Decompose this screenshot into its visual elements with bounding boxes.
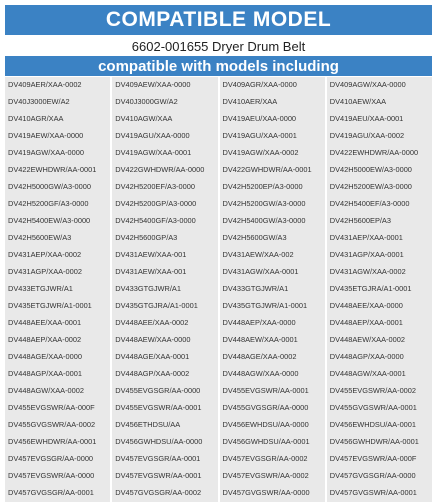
model-cell: DV410AER/XAA	[220, 94, 325, 111]
model-cell: DV456EWHDWR/AA-0001	[5, 434, 110, 451]
model-cell: DV42H5400EW/A3-0000	[5, 213, 110, 230]
model-cell: DV40J3000EW/A2	[5, 94, 110, 111]
model-cell: DV410AGW/XAA	[112, 111, 217, 128]
title-banner	[5, 5, 432, 35]
model-cell: DV448AGP/XAA-0001	[5, 366, 110, 383]
model-cell: DV42H5000EW/A3-0000	[327, 162, 432, 179]
model-cell: DV42H5600GW/A3	[220, 230, 325, 247]
model-cell: DV457EVGSWR/AA-000F	[327, 451, 432, 468]
model-cell: DV455EVGSGR/AA-0000	[112, 383, 217, 400]
model-cell: DV419AGW/XAA-0000	[5, 145, 110, 162]
model-cell: DV419AGW/XAA-0002	[220, 145, 325, 162]
model-cell: DV457EVGSGR/AA-0002	[220, 451, 325, 468]
model-cell: DV431AGW/XAA-0002	[327, 264, 432, 281]
model-cell: DV457GVGSWR/AA-0001	[327, 485, 432, 502]
model-cell: DV422EWHDWR/AA-0001	[5, 162, 110, 179]
model-cell: DV42H5400GW/A3-0000	[220, 213, 325, 230]
model-cell: DV448AEE/XAA-0002	[112, 315, 217, 332]
product-subtitle: 6602-001655 Dryer Drum Belt	[131, 39, 306, 54]
model-cell: DV431AEP/XAA-0001	[327, 230, 432, 247]
model-cell: DV419AGU/XAA-0002	[327, 128, 432, 145]
model-cell: DV448AEW/XAA-0002	[327, 332, 432, 349]
model-cell: DV422EWHDWR/AA-0000	[327, 145, 432, 162]
model-cell: DV40J3000GW/A2	[112, 94, 217, 111]
model-cell: DV409AGR/XAA-0000	[220, 77, 325, 94]
model-grid	[5, 77, 432, 502]
model-cell: DV448AEP/XAA-0001	[327, 315, 432, 332]
model-cell: DV455EVGSWR/AA-0002	[327, 383, 432, 400]
model-cell: DV42H5600EP/A3	[327, 213, 432, 230]
model-cell: DV419AEW/XAA-0000	[5, 128, 110, 145]
model-cell: DV457GVGSGR/AA-0002	[112, 485, 217, 502]
model-cell: DV419AGU/XAA-0000	[112, 128, 217, 145]
model-cell: DV409AEW/XAA-0000	[112, 77, 217, 94]
model-cell: DV42H5400EF/A3-0000	[327, 196, 432, 213]
model-cell: DV419AGU/XAA-0001	[220, 128, 325, 145]
model-cell: DV431AGP/XAA-0002	[5, 264, 110, 281]
model-cell: DV455GVGSWR/AA-0001	[327, 400, 432, 417]
model-cell: DV435GTGJWR/A1-0001	[220, 298, 325, 315]
model-cell: DV456GWHDSU/AA-0001	[220, 434, 325, 451]
model-cell: DV448AEE/XAA-0000	[327, 298, 432, 315]
model-cell: DV42H5200GP/A3-0000	[112, 196, 217, 213]
model-cell: DV455GVGSWR/AA-0002	[5, 417, 110, 434]
page-title: COMPATIBLE MODEL	[105, 8, 332, 31]
model-cell: DV457EVGSGR/AA-0001	[112, 451, 217, 468]
model-cell: DV431AEW/XAA-002	[220, 247, 325, 264]
model-cell: DV431AEW/XAA-001	[112, 264, 217, 281]
model-cell: DV456GWHDSU/AA-0000	[112, 434, 217, 451]
model-cell: DV457EVGSGR/AA-0000	[5, 451, 110, 468]
model-cell: DV448AEW/XAA-0001	[220, 332, 325, 349]
model-cell: DV448AGE/XAA-0002	[220, 349, 325, 366]
model-cell: DV431AGP/XAA-0001	[327, 247, 432, 264]
model-cell: DV42H5200EW/A3-0000	[327, 179, 432, 196]
model-cell: DV448AGW/XAA-0002	[5, 383, 110, 400]
model-cell: DV433GTGJWR/A1	[220, 281, 325, 298]
model-cell: DV457EVGSWR/AA-0002	[220, 468, 325, 485]
model-cell: DV455GVGSGR/AA-0000	[220, 400, 325, 417]
model-cell: DV42H5200EF/A3-0000	[112, 179, 217, 196]
model-cell: DV433ETGJWR/A1	[5, 281, 110, 298]
model-cell: DV419AEU/XAA-0001	[327, 111, 432, 128]
model-cell: DV455EVGSWR/AA-000F	[5, 400, 110, 417]
model-cell: DV448AGW/XAA-0001	[327, 366, 432, 383]
compatibility-banner	[5, 56, 432, 76]
compatibility-heading: compatible with models including	[98, 57, 339, 75]
model-cell: DV410AEW/XAA	[327, 94, 432, 111]
model-cell: DV435ETGJRA/A1-0001	[327, 281, 432, 298]
model-cell: DV42H5200GF/A3-0000	[5, 196, 110, 213]
model-cell: DV419AEU/XAA-0000	[220, 111, 325, 128]
model-cell: DV455EVGSWR/AA-0001	[112, 400, 217, 417]
model-cell: DV456EWHDSU/AA-0000	[220, 417, 325, 434]
model-cell: DV457GVGSWR/AA-0000	[220, 485, 325, 502]
model-cell: DV448AGW/XAA-0000	[220, 366, 325, 383]
model-cell: DV448AEP/XAA-0000	[220, 315, 325, 332]
model-cell: DV456ETHDSU/AA	[112, 417, 217, 434]
model-cell: DV42H5200EP/A3-0000	[220, 179, 325, 196]
model-cell: DV419AGW/XAA-0001	[112, 145, 217, 162]
model-cell: DV448AGP/XAA-0000	[327, 349, 432, 366]
model-cell: DV435GTGJRA/A1-0001	[112, 298, 217, 315]
model-cell: DV448AGE/XAA-0000	[5, 349, 110, 366]
model-cell: DV456GWHDWR/AA-0001	[327, 434, 432, 451]
model-cell: DV42H5400GF/A3-0000	[112, 213, 217, 230]
model-cell: DV457GVGSGR/AA-0000	[327, 468, 432, 485]
model-cell: DV422GWHDWR/AA-0000	[112, 162, 217, 179]
model-cell: DV410AGR/XAA	[5, 111, 110, 128]
model-cell: DV456EWHDSU/AA-0001	[327, 417, 432, 434]
model-cell: DV433GTGJWR/A1	[112, 281, 217, 298]
model-cell: DV448AGP/XAA-0002	[112, 366, 217, 383]
model-cell: DV448AGE/XAA-0001	[112, 349, 217, 366]
model-cell: DV431AEW/XAA-001	[112, 247, 217, 264]
model-cell: DV431AGW/XAA-0001	[220, 264, 325, 281]
model-cell: DV42H5600EW/A3	[5, 230, 110, 247]
model-cell: DV435ETGJWR/A1-0001	[5, 298, 110, 315]
model-cell: DV455EVGSWR/AA-0001	[220, 383, 325, 400]
model-cell: DV457EVGSWR/AA-0000	[5, 468, 110, 485]
model-cell: DV409AGW/XAA-0000	[327, 77, 432, 94]
model-cell: DV42H5000GW/A3-0000	[5, 179, 110, 196]
model-cell: DV409AER/XAA-0002	[5, 77, 110, 94]
model-cell: DV448AEE/XAA-0001	[5, 315, 110, 332]
model-cell: DV431AEP/XAA-0002	[5, 247, 110, 264]
model-cell: DV448AEP/XAA-0002	[5, 332, 110, 349]
model-cell: DV457EVGSWR/AA-0001	[112, 468, 217, 485]
model-cell: DV42H5200GW/A3-0000	[220, 196, 325, 213]
model-cell: DV457GVGSGR/AA-0001	[5, 485, 110, 502]
model-cell: DV448AEW/XAA-0000	[112, 332, 217, 349]
model-cell: DV42H5600GP/A3	[112, 230, 217, 247]
model-cell: DV422GWHDWR/AA-0001	[220, 162, 325, 179]
